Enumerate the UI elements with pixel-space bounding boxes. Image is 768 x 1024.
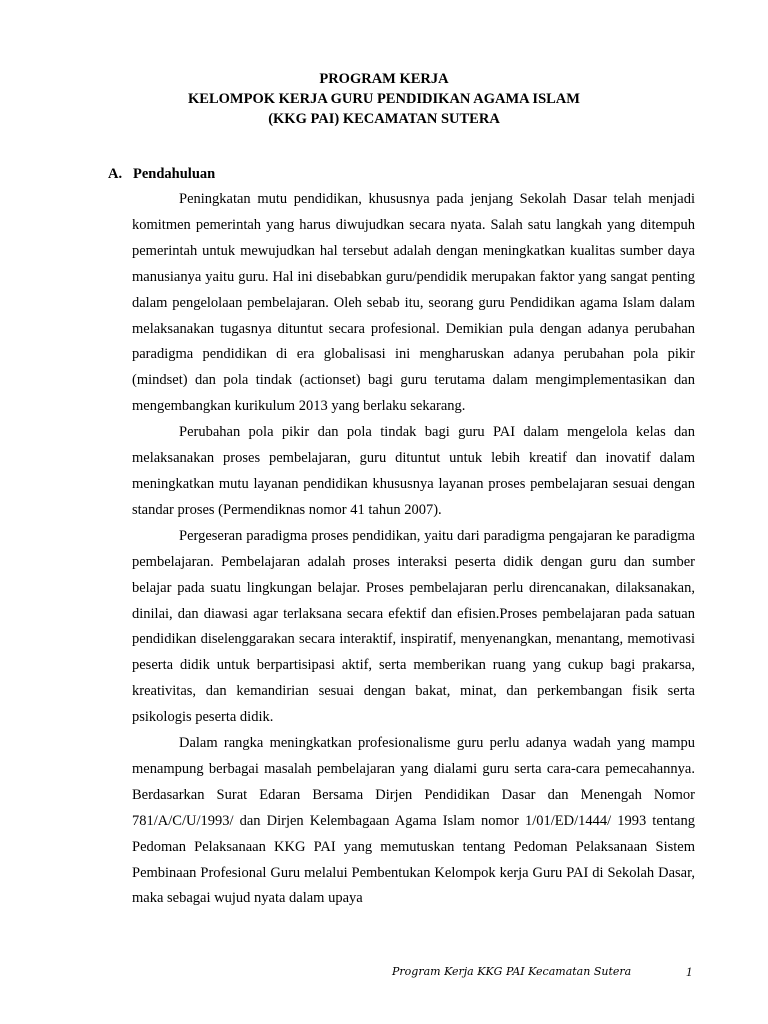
paragraph: Perubahan pola pikir dan pola tindak bagi guru PAI dalam mengelola kelas dan melaksanakan proses pembelajaran, guru dituntut untuk lebih kreatif dan inovatif dalam meningkatkan mutu layanan pendidikan khususnya layanan proses pembelajaran sesuai dengan standar proses (Permendiknas nomor 41 tahun 2007).: [132, 424, 695, 518]
section-body: [132, 187, 695, 912]
paragraph: Peningkatan mutu pendidikan, khususnya pada jenjang Sekolah Dasar telah menjadi komitmen pemerintah yang harus diwujudkan secara nyata. Salah satu langkah yang ditempuh pemerintah untuk mewujudkan hal tersebut adalah dengan meningkatkan kualitas sumber daya manusianya yaitu guru. Hal ini disebabkan guru/pendidik merupakan faktor yang sangat penting dalam pengelolaan pembelajaran. Oleh sebab itu, seorang guru Pendidikan agama Islam dalam melaksanakan tugasnya dituntut secara profesional. Demikian pula dengan adanya perubahan paradigma pendidikan di era globalisasi ini mengharuskan adanya perubahan pola pikir (mindset) dan pola tindak (actionset) bagi guru terutama dalam mengimplementasikan dan mengembangkan kurikulum 2013 yang berlaku sekarang.: [132, 191, 695, 415]
title-line-1: PROGRAM KERJA: [319, 71, 449, 87]
page-number: 1: [686, 965, 693, 979]
document-title: [0, 69, 768, 129]
title-line-3: (KKG PAI) KECAMATAN SUTERA: [268, 111, 500, 127]
footer-text: Program Kerja KKG PAI Kecamatan Sutera: [392, 965, 632, 978]
paragraph: Pergeseran paradigma proses pendidikan, yaitu dari paradigma pengajaran ke paradigma pembelajaran. Pembelajaran adalah proses interaksi peserta didik dengan guru dan sumber belajar pada suatu lingkungan belajar. Proses pembelajaran perlu direncanakan, dilaksanakan, dinilai, dan diawasi agar terlaksana secara efektif dan efisien.Proses pembelajaran pada satuan pendidikan diselenggarakan secara interaktif, inspiratif, menyenangkan, menantang, memotivasi peserta didik untuk berpartisipasi aktif, serta memberikan ruang yang cukup bagi prakarsa, kreativitas, dan kemandirian sesuai dengan bakat, minat, dan perkembangan fisik serta psikologis peserta didik.: [132, 527, 695, 726]
title-line-2: KELOMPOK KERJA GURU PENDIDIKAN AGAMA ISLAM: [188, 91, 580, 107]
paragraph: Dalam rangka meningkatkan profesionalisme guru perlu adanya wadah yang mampu menampung berbagai masalah pembelajaran yang dialami guru serta cara-cara pemecahannya. Berdasarkan Surat Edaran Bersama Dirjen Pendidikan Dasar dan Menengah Nomor 781/A/C/U/1993/ dan Dirjen Kelembagaan Agama Islam nomor 1/01/ED/1444/ 1993 tentang Pedoman Pelaksanaan KKG PAI yang memutuskan tentang Pedoman Pelaksanaan Sistem Pembinaan Profesional Guru melalui Pembentukan Kelompok kerja Guru PAI di Sekolah Dasar, maka sebagai wujud nyata dalam upaya: [132, 735, 695, 907]
section-letter: A.: [108, 166, 123, 182]
section-heading: [108, 164, 215, 184]
section-heading-text: Pendahuluan: [133, 166, 216, 182]
